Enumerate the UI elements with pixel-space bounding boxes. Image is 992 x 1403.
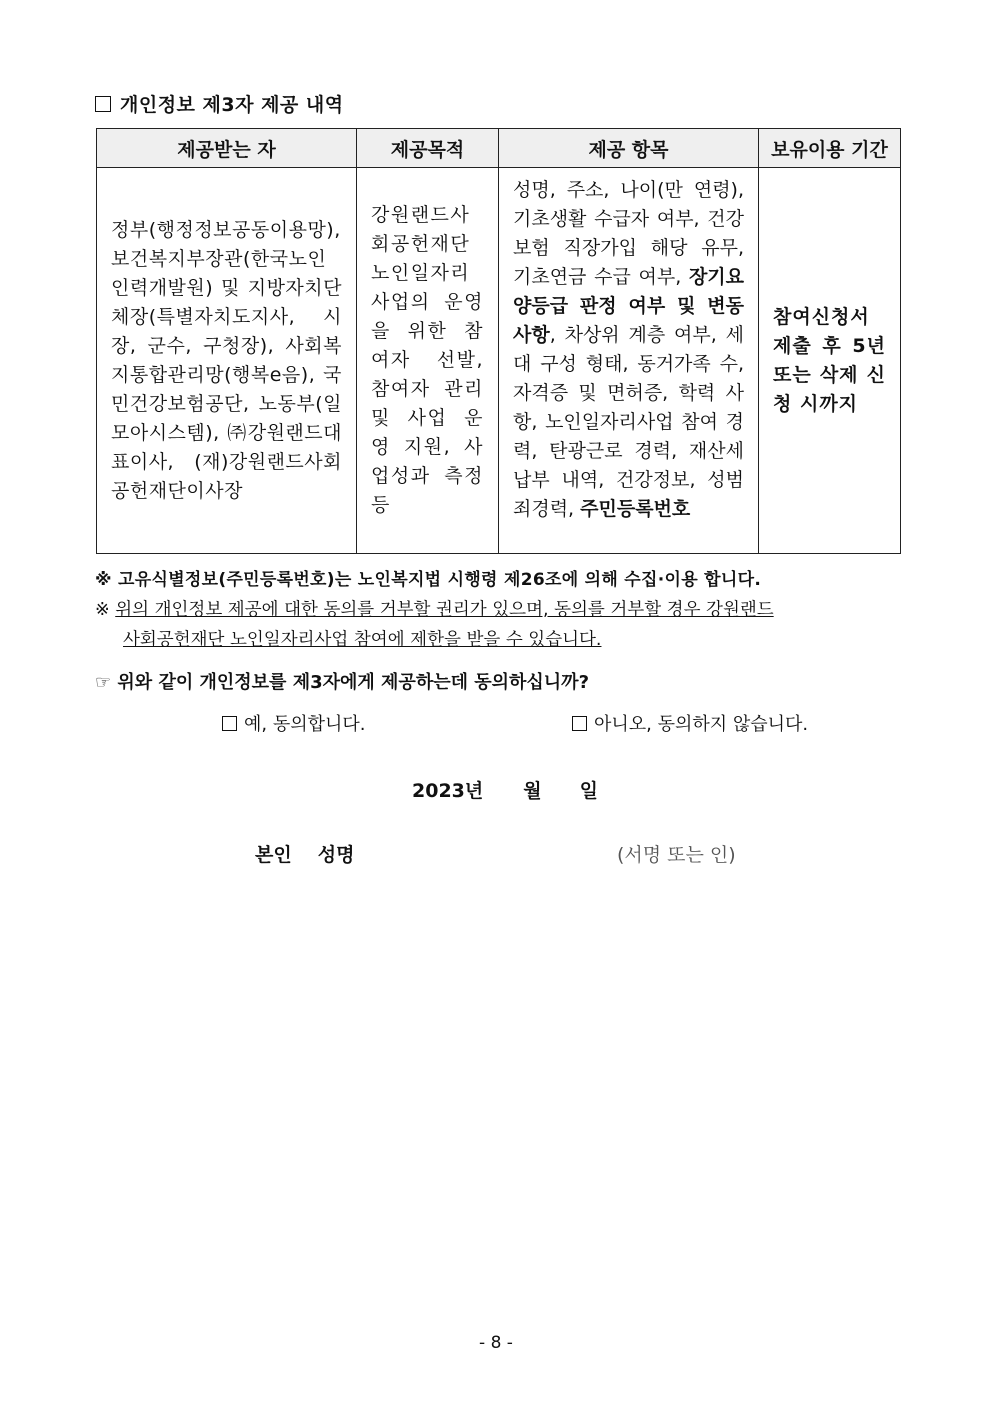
date-year: 2023년 [412,780,484,802]
date-month: 월 [523,780,542,802]
disagree-checkbox[interactable] [572,716,587,731]
signature-label [255,840,354,867]
disagree-option[interactable] [572,710,808,736]
items-text-1: 성명, 주소, 나이(만 연령), 기초생활 수급자 여부, 건강보험 직장가입 해당 유무, 기초연금 수급 여부, [513,179,744,288]
header-retention: 보유이용 기간 [759,129,901,168]
table-row [97,168,901,554]
header-recipient: 제공받는 자 [97,129,357,168]
provision-table [96,128,901,554]
signature-label-self: 본인 [255,844,292,866]
cell-recipients: 정부(행정정보공동이용망), 보건복지부장관(한국노인인력개발원) 및 지방자치단체장(특별자치도지사, 시장, 군수, 구청장), 사회복지통합관리망(행복e음), 국민건강보험공단, 노동부(일모아시스템), ㈜강원랜드대표이사, (재)강원랜드사회공헌재단이사장 [97,168,357,554]
note-refusal-line2: 사회공헌재단 노인일자리사업 참여에 제한을 받을 수 있습니다. [123,630,602,650]
cell-retention: 참여신청서 제출 후 5년 또는 삭제 신청 시까지 [759,168,901,554]
agree-option[interactable] [222,710,366,736]
signature-label-name: 성명 [317,844,355,866]
section-title-text: 개인정보 제3자 제공 내역 [120,94,344,116]
disagree-label: 아니오, 동의하지 않습니다. [594,714,809,735]
items-bold-rrn: 주민등록번호 [580,498,691,520]
items-bold-ltc: 장기요양등급 판정 여부 및 변동 사항 [513,266,744,346]
note-unique-id: ※ 고유식별정보(주민등록번호)는 노인복지법 시행령 제26조에 의해 수집·이용 합니다. [95,570,762,590]
note-refusal-mark: ※ [95,600,116,620]
items-text-2: , 차상위 계층 여부, 세대 구성 형태, 동거가족 수, 자격증 및 면허증, 학력 사항, 노인일자리사업 참여 경력, 탄광근로 경력, 재산세 납부 내역, 건강정보, 성범죄경력, [513,324,744,520]
section-title [95,90,344,117]
signature-hint: (서명 또는 인) [617,844,736,866]
consent-question: ☞ 위와 같이 개인정보를 제3자에게 제공하는데 동의하십니까? [95,672,590,693]
header-items: 제공 항목 [499,129,759,168]
date-line [412,776,598,803]
note-refusal-right [95,595,895,655]
page-number: - 8 - [479,1333,513,1353]
agree-label: 예, 동의합니다. [244,714,366,735]
header-purpose: 제공목적 [357,129,499,168]
table-header-row [97,129,901,168]
cell-items [499,168,759,554]
note-refusal-line1: 위의 개인정보 제공에 대한 동의를 거부할 권리가 있으며, 동의를 거부할 경우 강원랜드 [115,600,774,620]
cell-purpose: 강원랜드사회공헌재단 노인일자리사업의 운영을 위한 참여자 선발, 참여자 관리 및 사업 운영 지원, 사업성과 측정 등 [357,168,499,554]
date-day: 일 [579,780,598,802]
agree-checkbox[interactable] [222,716,237,731]
checkbox-square-icon [95,96,111,112]
